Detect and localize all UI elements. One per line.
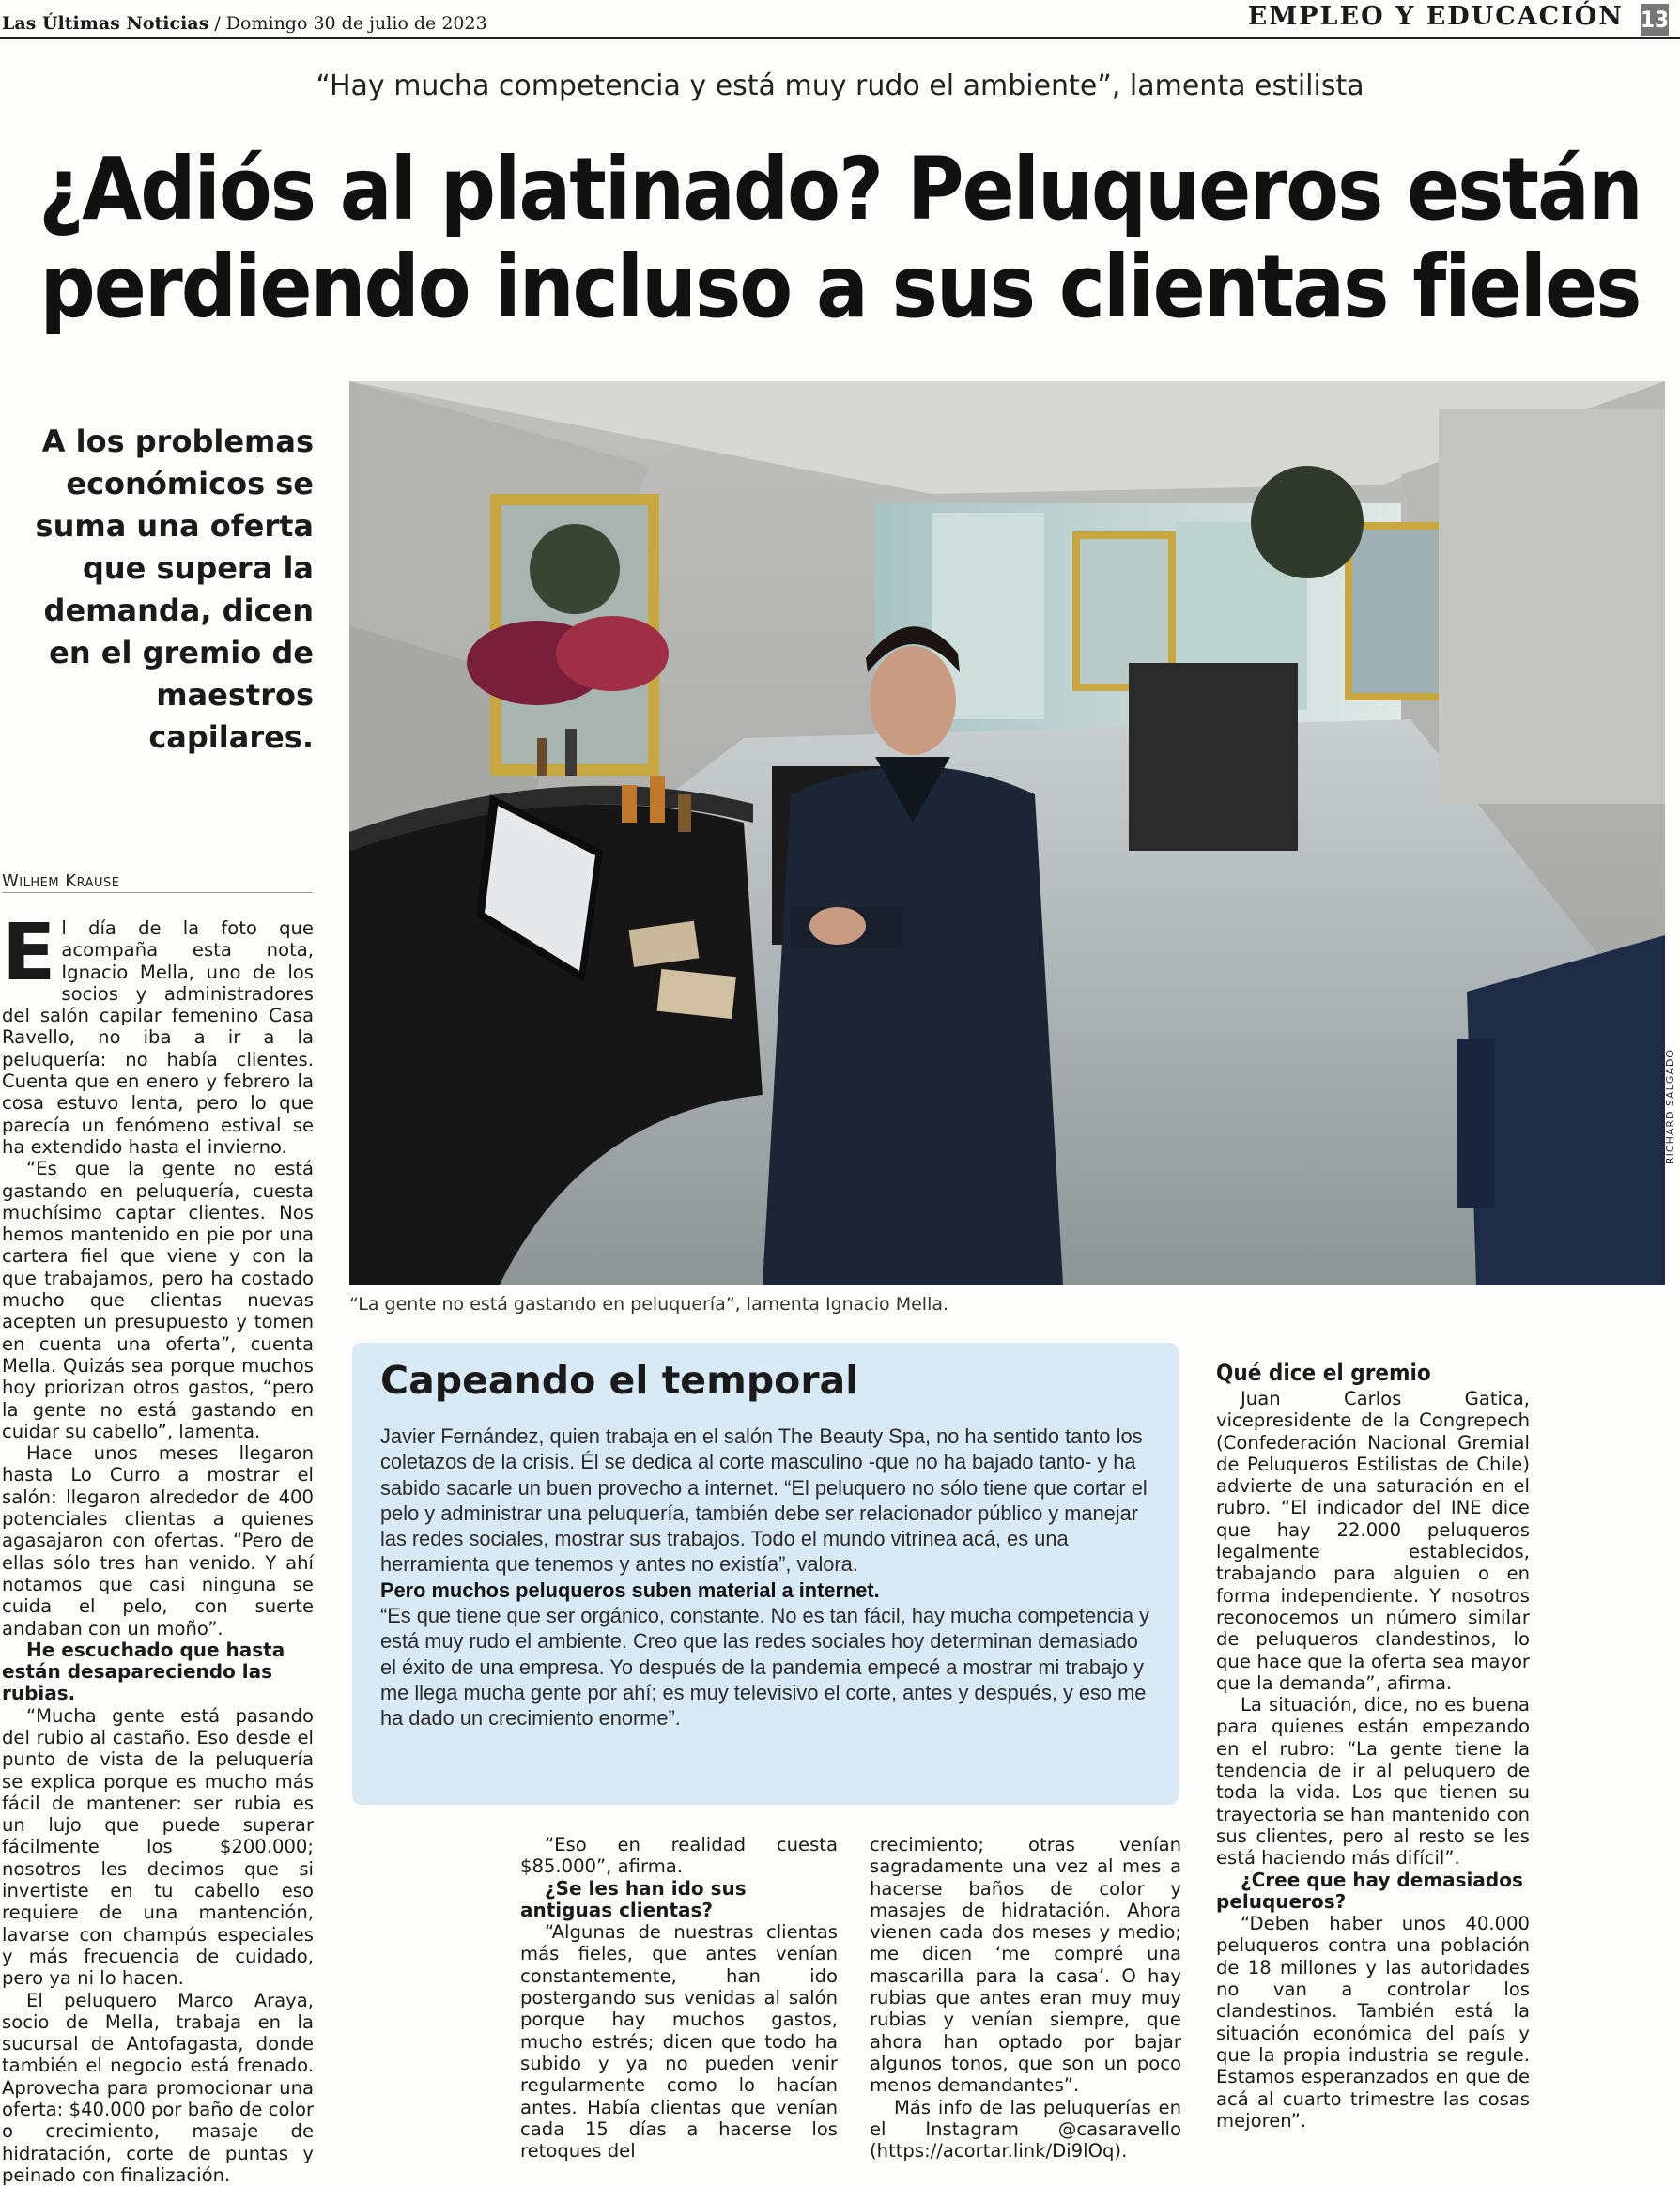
headline-line-2: perdiendo incluso a sus clientas fieles [39,237,1641,337]
article-column-2 [520,1834,838,2162]
page-number: 13 [1641,4,1669,36]
paragraph: Juan Carlos Gatica, vicepresidente de la Congrepech (Confederación Nacional Gremial de Peluqueros Estilistas de Chile) advierte de una saturación en el rubro. “El indicador del INE dice que hay 22.000 peluqueros legalmente establecidos, trabajando para alguien o en forma independiente. Y nosotros reconocemos un número similar de peluqueros clandestinos, lo que hace que la oferta sea mayor que la demanda”, afirma. [1216,1388,1530,1694]
paragraph: Hace unos meses llegaron hasta Lo Curro a mostrar el salón: llegaron alrededor de 400 potenciales clientas a quienes agasajaron con ofertas. “Pero de ellas sólo tres han venido. Y ahí notamos que casi ninguna se cuida el pelo, con suerte andaban con un moño”. [2,1442,314,1640]
headline [0,141,1680,336]
headline-line-1: ¿Adiós al platinado? Peluqueros están [39,139,1641,239]
drop-cap: E [2,906,56,998]
paragraph: “Es que la gente no está gastando en peluquería, cuesta muchísimo captar clientes. Nos hemos mantenido en pie por una cartera fiel que viene y con la que trabajamos, pero ha costado mucho que clientas nuevas acepten un presupuesto y tomen en cuenta una oferta”, cuenta Mella. Quizás sea porque muchos hoy priorizan otros gastos, “pero la gente no está gastando en cuidar su cabello”, lamenta. [2,1158,314,1442]
paragraph: crecimiento; otras venían sagradamente una vez al mes a hacerse baños de color y masajes de hidratación. Ahora vienen cada dos meses y medio; me dicen ‘me compré una mascarilla para la casa’. O hay rubias que antes eran muy muy rubias y venían siempre, que ahora han optado por bajar algunos tonos, que son un poco menos demandantes”. [870,1834,1181,2097]
paragraph: Más info de las peluquerías en el Instagram @casaravello (https://acortar.link/Di9lOq). [870,2096,1181,2163]
paragraph: “Deben haber unos 40.000 peluqueros contra una población de 18 millones y las autoridades no van a controlar los clandestinos. También está la situación económica del país y que la propia industria se regule. Estamos esperanzados en que de acá al cuarto trimestre las cosas mejoren”. [1216,1913,1530,2132]
paragraph: “Es que tiene que ser orgánico, constante. No es tan fácil, hay mucha competencia y está muy rudo el ambiente. Creo que las redes sociales hoy determinan demasiado el éxito de una empresa. Yo después de la pandemia empecé a mostrar mi trabajo y me llega mucha gente por ahí; es muy televisivo el corte, antes y después, y eso me ha dado un crecimiento enorme”. [380,1604,1150,1731]
interview-question: ¿Cree que hay demasiados peluqueros? [1216,1868,1523,1913]
paragraph: El peluquero Marco Araya, socio de Mella, trabaja en la sucursal de Antofagasta, donde también el negocio está frenado. Aprovecha para promocionar una oferta: $40.000 por baño de color o crecimiento, masaje de hidratación, corte de puntas y peinado con finalización. [2,1989,314,2186]
paragraph: “Algunas de nuestras clientas más fieles, que antes venían constantemente, han ido postergando sus venidas al salón porque hay muchos gastos, mucho estrés; dicen que todo ha subido y ya no pueden venir regularmente como lo hacían antes. Había clientas que venían cada 15 días a hacerse los retoques del [520,1921,838,2163]
article-column-1 [2,906,314,2186]
paragraph: La situación, dice, no es buena para quienes están empezando en el rubro: “La gente tiene la tendencia de ir al peluquero de toda la vida. Los que tienen su trayectoria se han mantenido con sus clientes, pero al resto se les está haciendo más difícil”. [1216,1694,1530,1870]
lede: A los problemas económicos se suma una oferta que supera la demanda, dicen en el gremio de maestros capilares. [35,423,314,755]
kicker: “Hay mucha competencia y está muy rudo el ambiente”, lamenta estilista [316,69,1364,102]
sidebar-body [380,1424,1150,1732]
paragraph: “Mucha gente está pasando del rubio al castaño. Eso desde el punto de vista de la peluquería se explica porque es mucho más fácil de mantener: ser rubia es un lujo que puede superar fácilmente los $200.000; nosotros les decimos que si invertiste en tu cabello eso requiere de una mantención, lavarse con champús especiales y más frecuencia de cuidado, pero ya ni lo hacen. [2,1704,314,1990]
photo-credit: RICHARD SALGADO [1664,1049,1676,1164]
article-column-3 [870,1834,1181,2162]
paragraph: Javier Fernández, quien trabaja en el salón The Beauty Spa, no ha sentido tanto los coletazos de la crisis. Él se dedica al corte masculino -que no ha bajado tanto- y ha sabido sacarle un buen provecho a internet. “El peluquero no sólo tiene que cortar el pelo y administrar una peluquería, también debe ser relacionador público y manejar las redes sociales, mostrar sus trabajos. Todo el mundo vitrinea acá, es una herramienta que tenemos y antes no existía”, valora. [380,1424,1148,1577]
sidebar-title: Capeando el temporal [380,1358,859,1403]
byline: Wilhem Krause [2,871,120,891]
interview-question: ¿Se les han ido sus antiguas clientas? [520,1876,747,1921]
newspaper-name: Las Últimas Noticias [2,13,209,34]
header-rule [0,37,1680,39]
salon-photo [349,381,1665,1285]
paragraph: “Eso en realidad cuesta $85.000”, afirma. [520,1834,838,1878]
interview-question: Pero muchos peluqueros suben material a internet. [380,1578,880,1602]
paragraph: El día de la foto que acompaña esta nota, Ignacio Mella, uno de los socios y administradores del salón capilar femenino Casa Ravello, no iba a ir a la peluquería: no había clientes. Cuenta que en enero y febrero la cosa estuvo lenta, pero lo que parecía un fenómeno estival se ha extendido hasta el invierno. [2,906,314,1158]
section-title: EMPLEO Y EDUCACIÓN [1247,2,1624,31]
header-dateline [2,13,487,34]
byline-rule [2,892,313,893]
issue-date: / Domingo 30 de julio de 2023 [208,13,487,34]
article-column-4 [1216,1360,1530,2132]
interview-question: He escuchado que hasta están desapareciendo las rubias. [2,1638,285,1705]
photo-caption: “La gente no está gastando en peluquería”, lamenta Ignacio Mella. [349,1294,949,1315]
section-heading: Qué dice el gremio [1216,1360,1431,1386]
